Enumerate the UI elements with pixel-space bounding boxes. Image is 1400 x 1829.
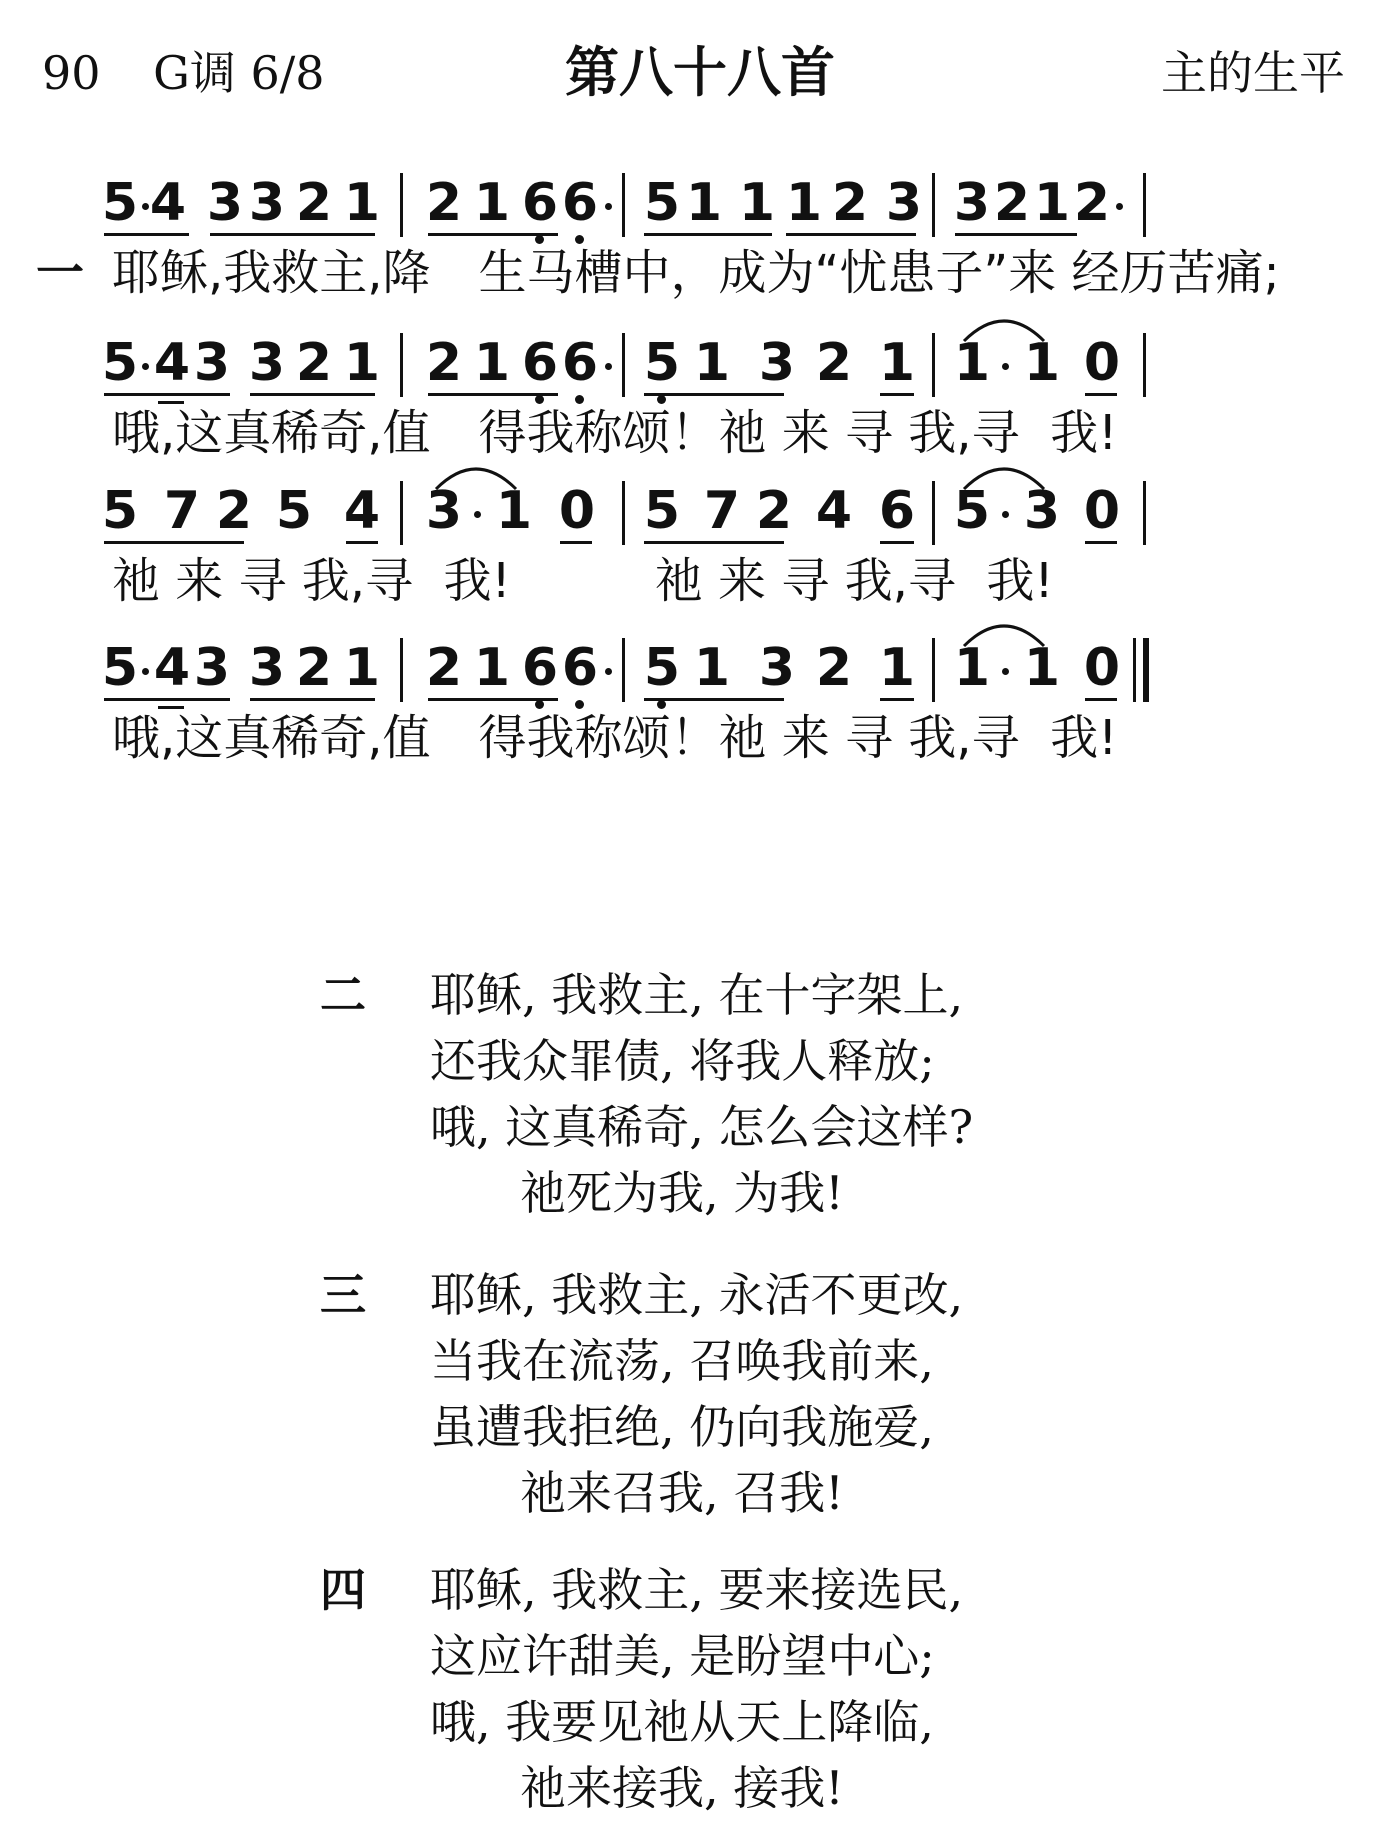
beam	[428, 393, 558, 396]
beam	[428, 698, 558, 701]
note: 2	[425, 638, 463, 698]
note: 3	[758, 638, 796, 698]
beam	[880, 698, 914, 701]
dot-mark	[605, 668, 612, 675]
note: 3	[953, 173, 991, 233]
dot-mark	[1002, 363, 1009, 370]
note: 1	[343, 333, 381, 393]
beam	[158, 401, 184, 404]
low-octave-dot	[535, 700, 544, 709]
note: 1	[495, 481, 533, 541]
note: 1	[878, 638, 916, 698]
note: 6	[521, 173, 559, 233]
beam	[786, 233, 916, 236]
bar-line	[932, 333, 935, 397]
beam	[880, 393, 914, 396]
note: 2	[425, 173, 463, 233]
dot-mark	[1116, 203, 1123, 210]
stanza-line: 当我在流荡, 召唤我前来,	[430, 1334, 934, 1388]
low-octave-dot	[575, 395, 584, 404]
stanza-line: 耶稣, 我救主, 在十字架上,	[430, 968, 964, 1022]
note: 1	[693, 333, 731, 393]
note: 2	[295, 173, 333, 233]
note: 5	[275, 481, 313, 541]
note: 1	[1023, 333, 1061, 393]
beam	[210, 233, 375, 236]
final-bar-line	[1133, 638, 1136, 702]
beam	[250, 393, 375, 396]
verse-number: 一	[36, 245, 85, 301]
note: 6	[878, 481, 916, 541]
bar-line	[622, 638, 625, 702]
stanza-number: 二	[320, 968, 366, 1022]
note: 3	[1023, 481, 1061, 541]
note: 6	[521, 638, 559, 698]
bar-line	[622, 173, 625, 237]
note: 4	[149, 173, 187, 233]
stanza-line: 耶稣, 我救主, 永活不更改,	[430, 1268, 964, 1322]
stanza-line: 祂来召我, 召我!	[520, 1466, 844, 1520]
key-and-meter: G调 6/8	[153, 46, 325, 100]
beam	[644, 698, 784, 701]
note: 6	[561, 333, 599, 393]
low-octave-dot	[657, 700, 666, 709]
bar-line	[400, 333, 403, 397]
note: 1	[1023, 638, 1061, 698]
stanza-line: 祂来接我, 接我!	[520, 1761, 844, 1815]
note: 1	[693, 638, 731, 698]
stanza-line: 祂死为我, 为我!	[520, 1166, 844, 1220]
stanza-number: 三	[320, 1268, 366, 1322]
note: 1	[685, 173, 723, 233]
beam	[104, 393, 230, 396]
note: 3	[758, 333, 796, 393]
note: 5	[101, 333, 139, 393]
beam	[560, 541, 592, 544]
note: 3	[193, 333, 231, 393]
bar-line	[1143, 481, 1146, 545]
lyric-line: 哦,这真稀奇,值 得我称颂！祂 来 寻 我,寻 我!	[112, 405, 1118, 461]
low-octave-dot	[535, 235, 544, 244]
lyric-line: 哦,这真稀奇,值 得我称颂！祂 来 寻 我,寻 我!	[112, 710, 1118, 766]
note: 5	[643, 173, 681, 233]
bar-line	[622, 481, 625, 545]
final-bar-line-thick	[1143, 638, 1149, 702]
note: 2	[215, 481, 253, 541]
note: 0	[1083, 333, 1121, 393]
note: 7	[703, 481, 741, 541]
note: 1	[473, 173, 511, 233]
note: 3	[248, 638, 286, 698]
dot-mark	[1002, 668, 1009, 675]
note: 6	[521, 333, 559, 393]
note: 1	[1033, 173, 1071, 233]
bar-line	[1143, 173, 1146, 237]
note: 6	[561, 173, 599, 233]
beam	[644, 233, 772, 236]
stanza-line: 还我众罪债, 将我人释放;	[430, 1034, 935, 1088]
low-octave-dot	[575, 700, 584, 709]
bar-line	[400, 173, 403, 237]
music-system-1	[0, 175, 1400, 305]
stanza-line: 耶稣, 我救主, 要来接选民,	[430, 1563, 964, 1617]
music-system-2	[0, 335, 1400, 465]
bar-line	[400, 481, 403, 545]
stanza-line: 哦, 我要见祂从天上降临,	[430, 1695, 934, 1749]
dot-mark	[474, 511, 481, 518]
note: 1	[953, 333, 991, 393]
beam	[346, 541, 378, 544]
beam	[428, 233, 558, 236]
dot-mark	[142, 363, 149, 370]
beam	[644, 393, 784, 396]
note: 4	[153, 333, 191, 393]
note: 3	[425, 481, 463, 541]
note: 2	[295, 638, 333, 698]
note: 1	[953, 638, 991, 698]
lyric-line: 祂 来 寻 我,寻 我! 祂 来 寻 我,寻 我!	[112, 553, 1054, 609]
dot-mark	[142, 668, 149, 675]
bar-line	[932, 481, 935, 545]
note: 2	[831, 173, 869, 233]
note: 2	[993, 173, 1031, 233]
note: 5	[643, 481, 681, 541]
beam	[644, 541, 784, 544]
note: 5	[643, 333, 681, 393]
beam	[955, 233, 1077, 236]
note: 5	[643, 638, 681, 698]
note: 3	[193, 638, 231, 698]
beam	[104, 233, 189, 236]
dot-mark	[1002, 511, 1009, 518]
beam	[1085, 698, 1117, 701]
note: 5	[953, 481, 991, 541]
note: 4	[815, 481, 853, 541]
note: 1	[878, 333, 916, 393]
music-system-3	[0, 483, 1400, 613]
note: 3	[248, 333, 286, 393]
note: 1	[738, 173, 776, 233]
note: 2	[755, 481, 793, 541]
note: 1	[785, 173, 823, 233]
stanza-number: 四	[320, 1563, 366, 1617]
beam	[158, 706, 184, 709]
note: 5	[101, 638, 139, 698]
note: 1	[473, 333, 511, 393]
note: 2	[815, 333, 853, 393]
music-system-4	[0, 640, 1400, 770]
note: 1	[343, 638, 381, 698]
note: 0	[1083, 638, 1121, 698]
note: 5	[101, 481, 139, 541]
low-octave-dot	[575, 235, 584, 244]
note: 0	[1083, 481, 1121, 541]
bar-line	[932, 173, 935, 237]
bar-line	[400, 638, 403, 702]
note: 0	[558, 481, 596, 541]
hymn-title: 第八十八首	[565, 41, 835, 104]
note: 4	[153, 638, 191, 698]
note: 1	[343, 173, 381, 233]
note: 5	[101, 173, 139, 233]
note: 1	[473, 638, 511, 698]
stanza-line: 虽遭我拒绝, 仍向我施爱,	[430, 1400, 934, 1454]
note: 3	[885, 173, 923, 233]
note: 7	[163, 481, 201, 541]
low-octave-dot	[535, 395, 544, 404]
note: 3	[248, 173, 286, 233]
bar-line	[622, 333, 625, 397]
bar-line	[1143, 333, 1146, 397]
beam	[250, 698, 375, 701]
dot-mark	[605, 363, 612, 370]
beam	[880, 541, 914, 544]
beam	[1085, 541, 1117, 544]
note: 2	[425, 333, 463, 393]
beam	[104, 698, 230, 701]
note: 4	[343, 481, 381, 541]
page-number: 90	[42, 46, 101, 100]
stanza-line: 这应许甜美, 是盼望中心;	[430, 1629, 935, 1683]
dot-mark	[605, 203, 612, 210]
beam	[104, 541, 244, 544]
note: 2	[815, 638, 853, 698]
note: 2	[295, 333, 333, 393]
hymn-category: 主的生平	[1161, 46, 1345, 100]
beam	[1085, 393, 1117, 396]
note: 3	[206, 173, 244, 233]
lyric-line: 耶稣,我救主,降 生马槽中，成为“忧患子”来 经历苦痛;	[112, 245, 1280, 301]
note: 2	[1073, 173, 1111, 233]
low-octave-dot	[657, 395, 666, 404]
bar-line	[932, 638, 935, 702]
stanza-line: 哦, 这真稀奇, 怎么会这样?	[430, 1100, 974, 1154]
note: 6	[561, 638, 599, 698]
